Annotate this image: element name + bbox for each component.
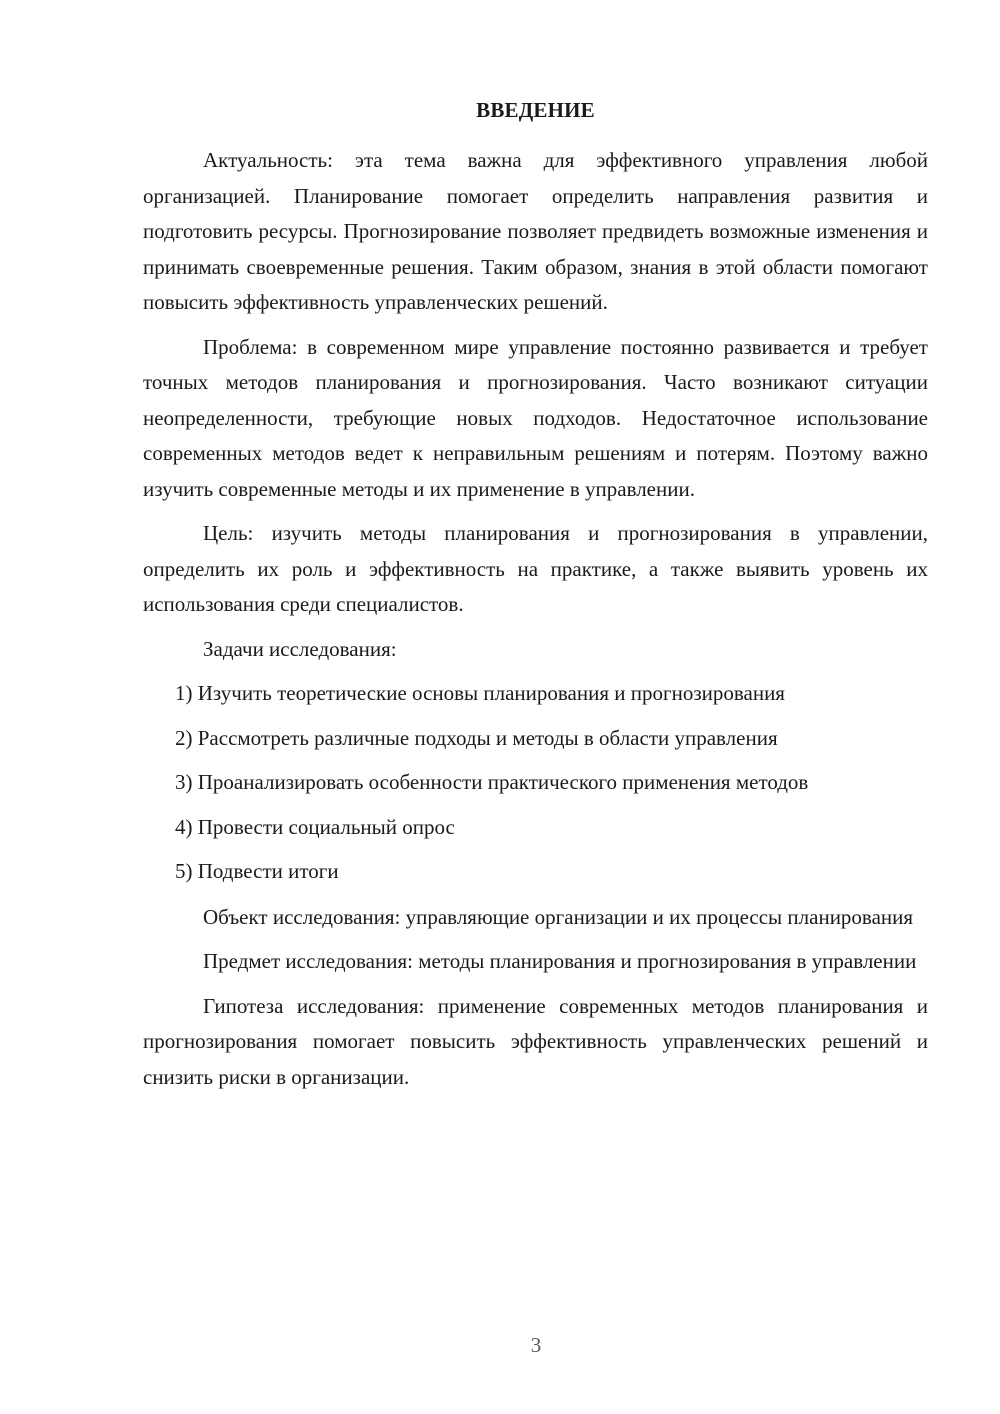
task-item-2: 2) Рассмотреть различные подходы и методы в области управления — [175, 725, 778, 750]
task-item-3: 3) Проанализировать особенности практического применения методов — [175, 770, 809, 794]
subject-paragraph: Предмет исследования: методы планирования и прогнозирования в управлении — [203, 949, 917, 973]
hypothesis-paragraph: Гипотеза исследования: применение современных методов планирования и прогнозирования помогает повысить эффективность управленческих решений и снизить риски в организации. — [143, 993, 928, 1089]
document-page — [143, 95, 928, 1104]
page-number: 3 — [530, 1333, 542, 1357]
problem-paragraph: Проблема: в современном мире управление постоянно развивается и требует точных методов планирования и прогнозирования. Часто возникают ситуации неопределенности, требующие новых подходов. Недостаточное использование современных методов ведет к неправильным решениям и потерям. Поэтому важно изучить современные методы и их применение в управлении. — [143, 334, 928, 501]
relevance-paragraph: Актуальность: эта тема важна для эффективного управления любой организацией. Планирование помогает определить направления развития и подготовить ресурсы. Прогнозирование позволяет предвидеть возможные изменения и принимать своевременные решения. Таким образом, знания в этой области помогают повысить эффективность управленческих решений. — [143, 148, 928, 314]
goal-paragraph: Цель: изучить методы планирования и прогнозирования в управлении, определить их роль и эффективность на практике, а также выявить уровень их использования среди специалистов. — [143, 521, 928, 616]
page-title: ВВЕДЕНИЕ — [476, 98, 595, 122]
task-item-1: 1) Изучить теоретические основы планирования и прогнозирования — [175, 681, 785, 705]
tasks-list — [143, 676, 928, 890]
tasks-heading: Задачи исследования: — [203, 636, 397, 661]
task-item-4: 4) Провести социальный опрос — [175, 814, 455, 839]
object-paragraph: Объект исследования: управляющие организации и их процессы планирования — [203, 904, 914, 929]
task-item-5: 5) Подвести итоги — [175, 859, 339, 883]
